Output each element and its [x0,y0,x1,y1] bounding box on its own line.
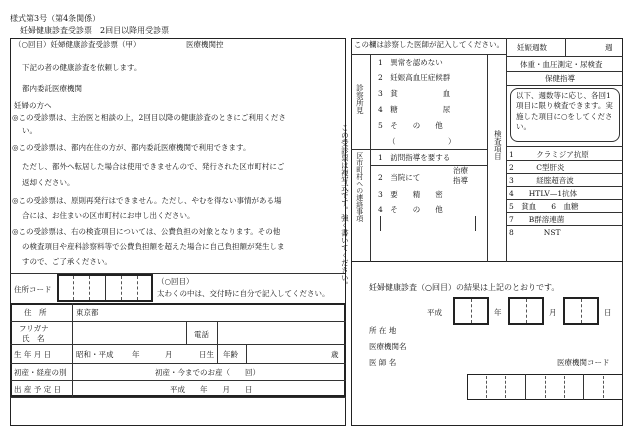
contact-2: 2 当院にて [378,173,421,182]
finding-4: 4 糖 尿 [378,105,451,114]
divider [370,54,371,149]
weeks-label: 妊娠週数 [517,43,547,52]
exam-top-1: 体重・血圧測定・尿検査 [520,60,603,69]
divider [10,321,346,322]
note-4b: の検査項目や産科診察料等で公費負担額を超えた場合に自己負担額が発生しま [22,242,285,251]
due-value: 平成 年 月 日 [170,385,253,394]
note-1b: い。 [22,126,37,135]
addr-label: 住 所 [24,308,47,317]
clinic-code-label: 医療機関コード [557,358,610,367]
divider [246,344,247,363]
divider [10,397,346,398]
findings-label: 診察所見 [355,84,365,114]
doctor-name-label: 医 師 名 [369,358,397,367]
era-label: 昭和・平成 [76,350,114,359]
divider [565,38,566,56]
contact-other-field[interactable] [380,216,476,231]
divider [506,212,623,213]
divider [217,321,218,344]
name-label: 氏 名 [22,334,45,343]
form-number: 様式第3号（第4条関係） [10,14,101,23]
divider [10,344,346,345]
divider [506,160,623,161]
note-4a: ◎この受診票は、右の検査項目については、公費負担の対象となります。その他 [12,227,281,236]
divider [217,344,218,363]
divider [10,380,346,381]
dob-day: 日生 [199,350,214,359]
code-sep [137,276,138,300]
finding-paren: （ ） [388,137,456,146]
note-2c: 返却ください。 [22,178,75,187]
divider [506,71,623,72]
test-4[interactable]: 4 HTLV—1抗体 [509,189,578,198]
dob-label: 生 年 月 日 [14,350,52,359]
cc-sep [603,376,604,398]
address-code-label: 住所コード [14,285,52,294]
test-8[interactable]: 8 NST [509,228,561,237]
divider [506,85,623,86]
facility-name-label: 医療機関名 [369,342,407,351]
code-sep [121,276,122,300]
contact-1: 1 訪問指導を要する [378,153,451,162]
dob-month: 月 [165,350,173,359]
exam-note: 以下、週数等に応じ、各回1項目に限り検査できます。実施した項目に○をしてください。 [516,91,613,132]
exam-label: 検査項目 [493,130,503,160]
divider [506,225,623,226]
divider [487,54,488,262]
dob-year: 年 [132,350,140,359]
clinic-control-label: 医療機関控 [186,40,224,49]
code-sep [105,276,106,300]
cc-sep [505,376,506,398]
divider [506,173,623,174]
result-text: 妊婦健康診査（○回目）の結果は上記のとおりです。 [369,283,560,292]
treatment-1: 治療 [453,166,468,175]
divider [72,303,73,397]
treatment-2: 指導 [453,176,468,185]
exam-top-2: 保健指導 [545,74,575,83]
form-title: 妊婦健康診査受診票 2回目以降用受診票 [20,26,170,35]
code-sep [89,276,90,300]
agency-text: 都内委託医療機関 [22,84,82,93]
parity-value: 初産・今までのお産（ 回） [155,368,260,377]
phone-label: 電話 [194,330,209,339]
cc-sep [525,374,526,400]
cc-sep [486,376,487,398]
code-sep [73,276,74,300]
doctor-note: この欄は診察した医師が記入してください。 [354,40,504,49]
weeks-unit: 週 [605,43,613,52]
divider [506,186,623,187]
cc-sep [583,374,584,400]
request-text: 下記の者の健康診査を依頼します。 [22,63,142,72]
divider [10,363,346,364]
facility-label: 所 在 地 [369,326,397,335]
day-sep [581,299,582,323]
note-4c: すので、ご了承ください。 [22,257,112,266]
result-day: 日 [604,308,612,317]
test-1[interactable]: 1 クラミジア抗原 [509,150,589,159]
contact-3: 3 要 精 密 [378,190,443,199]
heisei-label: 平成 [427,308,442,317]
cc-sep [545,376,546,398]
finding-2: 2 妊娠高血圧症候群 [378,73,451,82]
test-5[interactable]: 5 貧血 6 血糖 [509,202,579,211]
result-year: 年 [494,308,502,317]
furigana-label: フリガナ [19,324,49,333]
contact-4: 4 そ の 他 [378,205,443,214]
note-3a: ◎この受診票は、原則再発行はできません。ただし、やむを得ない事情がある場 [12,196,282,205]
to-mother-heading: 妊婦の方へ [14,101,52,110]
divider [506,199,623,200]
note-2a: ◎この受診票は、都内在住の方が、都内委託医療機関で利用できます。 [12,143,251,152]
finding-1: 1 異常を認めない [378,58,443,67]
divider [186,321,187,344]
test-3[interactable]: 3 経腟超音波 [509,176,574,185]
personal-info-box [10,303,346,397]
test-7[interactable]: 7 B群溶連菌 [509,215,565,224]
age-label: 年齢 [223,350,238,359]
divider [506,56,623,57]
finding-3: 3 貧 血 [378,89,451,98]
month-sep [526,299,527,323]
cc-sep [564,376,565,398]
test-2[interactable]: 2 C型肝炎 [509,163,565,172]
addr-value[interactable]: 東京都 [76,308,99,317]
fill-note: 太わくの中は、交付時に自分で記入してください。 [157,289,330,298]
divider [370,165,487,166]
note-3b: 合には、お住まいの区市町村にお申し出ください。 [22,211,195,220]
round-note: （○回目） [157,277,194,286]
year-sep [471,299,472,323]
divider [351,149,487,150]
contact-label: 区市町村への連絡事項 [355,152,364,222]
note-2b: ただし、都外へ転居した場合は使用できませんので、発行された区市町村にご [22,162,285,171]
copy-note: この受診票は複写式です。強く書いてください。 [340,124,350,289]
finding-5: 5 そ の 他 [378,121,443,130]
parity-label: 初産・経産の別 [14,368,67,377]
result-month: 月 [549,308,557,317]
divider [506,146,623,147]
age-unit: 歳 [331,350,339,359]
due-label: 出 産 予 定 日 [14,385,62,394]
divider [351,54,506,55]
note-1a: ◎この受診票は、主治医と相談の上，2回目以降の健康診査のときにご利用くださ [12,113,286,122]
left-top-label: （○回目）妊婦健康診査受診票（甲） [14,40,141,49]
